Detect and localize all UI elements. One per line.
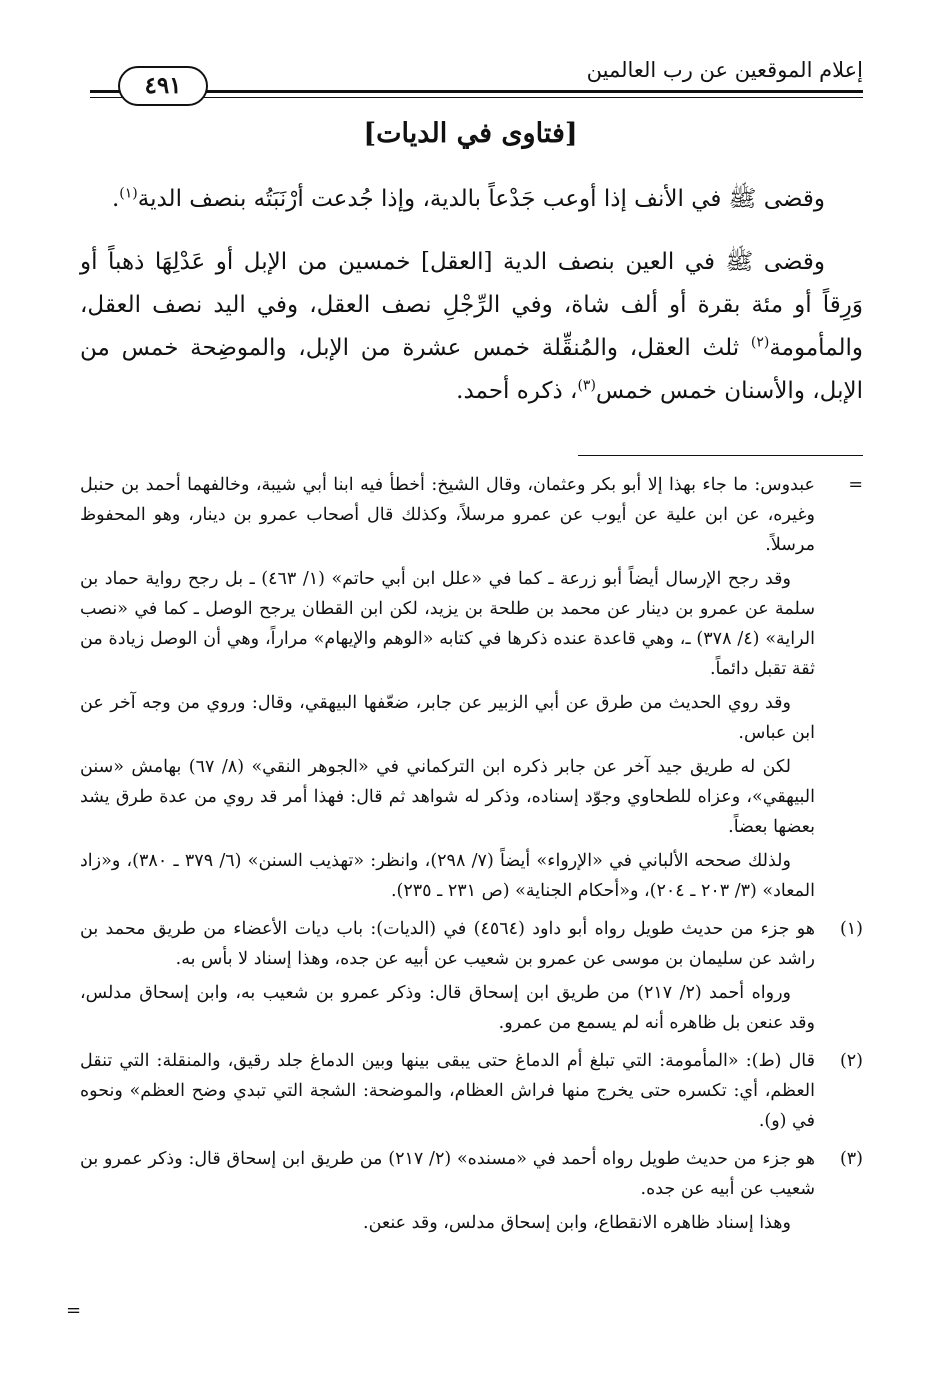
footnote-para: ولذلك صححه الألباني في «الإرواء» أيضاً (٧/ ٢٩٨)، وانظر: «تهذيب السنن» (٦/ ٣٧٩ ـ ٣٨٠)، و«زاد المعاد» (٣/ ٢٠٣ ـ ٢٠٤)، و«أحكام الجناية» (ص ٢٣١ ـ ٢٣٥). — [80, 851, 815, 901]
footnote-para: هو جزء من حديث طويل رواه أبو داود (٤٥٦٤) في (الديات): باب ديات الأعضاء من طريق محمد بن راشد عن سليمان بن موسى عن عمرو بن شعيب عن أبيه عن جده، وهذا إسناد لا بأس به. — [80, 919, 815, 969]
footnote-para: وقد رجح الإرسال أيضاً أبو زرعة ـ كما في «علل ابن أبي حاتم» (١/ ٤٦٣) ـ بل رجح رواية حماد بن سلمة عن عمرو بن دينار عن محمد بن طلحة بن يزيد، لكن ابن القطان يرجح الوصل ـ كما في «نصب الراية» (٤/ ٣٧٨) ـ، وهي قاعدة عنده ذكرها في كتابه «الوهم والإيهام» مراراً، وهي أن الوصل زيادة من ثقة تقبل دائماً. — [80, 569, 816, 679]
footnote-para: لكن له طريق جيد آخر عن جابر ذكره ابن التركماني في «الجوهر النقي» (٨/ ٦٧) بهامش «سنن البيهقي»، وعزاه للطحاوي وجوّد إسناده، وذكر له شواهد ثم قال: فهذا أمر قد روي من عدة طرق يشد بعضها بعضاً. — [80, 757, 815, 837]
section-title: [فتاوى في الديات] — [363, 118, 578, 149]
footnote-marker: (٢) — [839, 1051, 863, 1071]
footnote-para: وقد روي الحديث من طرق عن أبي الزبير عن جابر، ضعّفها البيهقي، وقال: وروي من وجه آخر عن ابن عباس. — [80, 693, 815, 743]
footnote-body — [80, 914, 815, 1042]
paragraph-1 — [80, 178, 863, 221]
page-number-badge: ٤٩١ — [118, 66, 208, 106]
paragraph-2 — [80, 241, 863, 413]
footnote-ref-1: (١) — [119, 185, 138, 202]
footnote-body — [80, 1046, 815, 1140]
footnote-continued — [80, 470, 863, 910]
footnote-ref-3: (٣) — [577, 377, 596, 394]
main-text — [80, 178, 863, 433]
paragraph-2-part-1: وقضى ﷺ في العين بنصف الدية [العقل] خمسين من الإبل أو عَدْلِهَا ذهباً أو وَرِقاً أو مئة بقرة أو ألف شاة، وفي الرِّجْلِ نصف العقل، وفي اليد نصف العقل، والمأمومة — [80, 249, 863, 361]
footnote-para: عبدوس: ما جاء بهذا إلا أبو بكر وعثمان، وقال الشيخ: أخطأ فيه ابنا أبي شيبة، وخالفهما أحمد بن حنبل وغيره، عن ابن علية عن أيوب عن عمرو مرسلاً، وكذلك قال أصحاب عمرو بن دينار، وهو المحفوظ مرسلاً. — [80, 475, 815, 555]
footnote-separator — [578, 455, 863, 456]
continuation-mark: = — [66, 1300, 82, 1321]
footnote-3 — [80, 1144, 863, 1242]
running-header-title: إعلام الموقعين عن رب العالمين — [586, 58, 863, 82]
paragraph-1-tail: . — [111, 186, 120, 212]
footnote-ref-2: (٢) — [750, 334, 770, 351]
footnote-para: هو جزء من حديث طويل رواه أحمد في «مسنده» (٢/ ٢١٧) من طريق ابن إسحاق قال: وذكر عمرو بن شعيب عن أبيه عن جده. — [80, 1149, 815, 1199]
paragraph-2-part-2: ثلث العقل، والمُنقِّلة خمس عشرة من الإبل، والموضِحة خمس من الإبل، والأسنان خمس خمس — [80, 335, 863, 404]
footnotes — [80, 470, 863, 1246]
footnote-marker: (١) — [839, 919, 863, 939]
footnote-marker: (٣) — [839, 1149, 863, 1169]
footnote-para: ورواه أحمد (٢/ ٢١٧) من طريق ابن إسحاق قال: وذكر عمرو بن شعيب به، وابن إسحاق مدلس، وقد عنعن بل ظاهره أنه لم يسمع من عمرو. — [80, 983, 815, 1033]
footnote-para: قال (ط): «المأمومة: التي تبلغ أم الدماغ حتى يبقى بينها وبين الدماغ جلد رقيق، والمنقلة: التي تنقل العظم، أي: تكسره حتى يخرج منها فراش العظام، والموضحة: الشجة التي تبدي وضح العظم» ونحوه في (و). — [80, 1051, 815, 1131]
header-rule-thin — [90, 97, 863, 98]
paragraph-1-text: وقضى ﷺ في الأنف إذا أوعب جَدْعاً بالدية، وإذا جُدعت أرْنَبَتُه بنصف الدية — [137, 186, 825, 212]
footnote-body — [80, 470, 815, 910]
footnote-marker: = — [848, 475, 863, 495]
footnote-2 — [80, 1046, 863, 1140]
paragraph-2-part-3: ، ذكره أحمد. — [456, 378, 578, 404]
footnote-1 — [80, 914, 863, 1042]
footnote-body — [80, 1144, 815, 1242]
footnote-para: وهذا إسناد ظاهره الانقطاع، وابن إسحاق مدلس، وقد عنعن. — [363, 1213, 791, 1233]
